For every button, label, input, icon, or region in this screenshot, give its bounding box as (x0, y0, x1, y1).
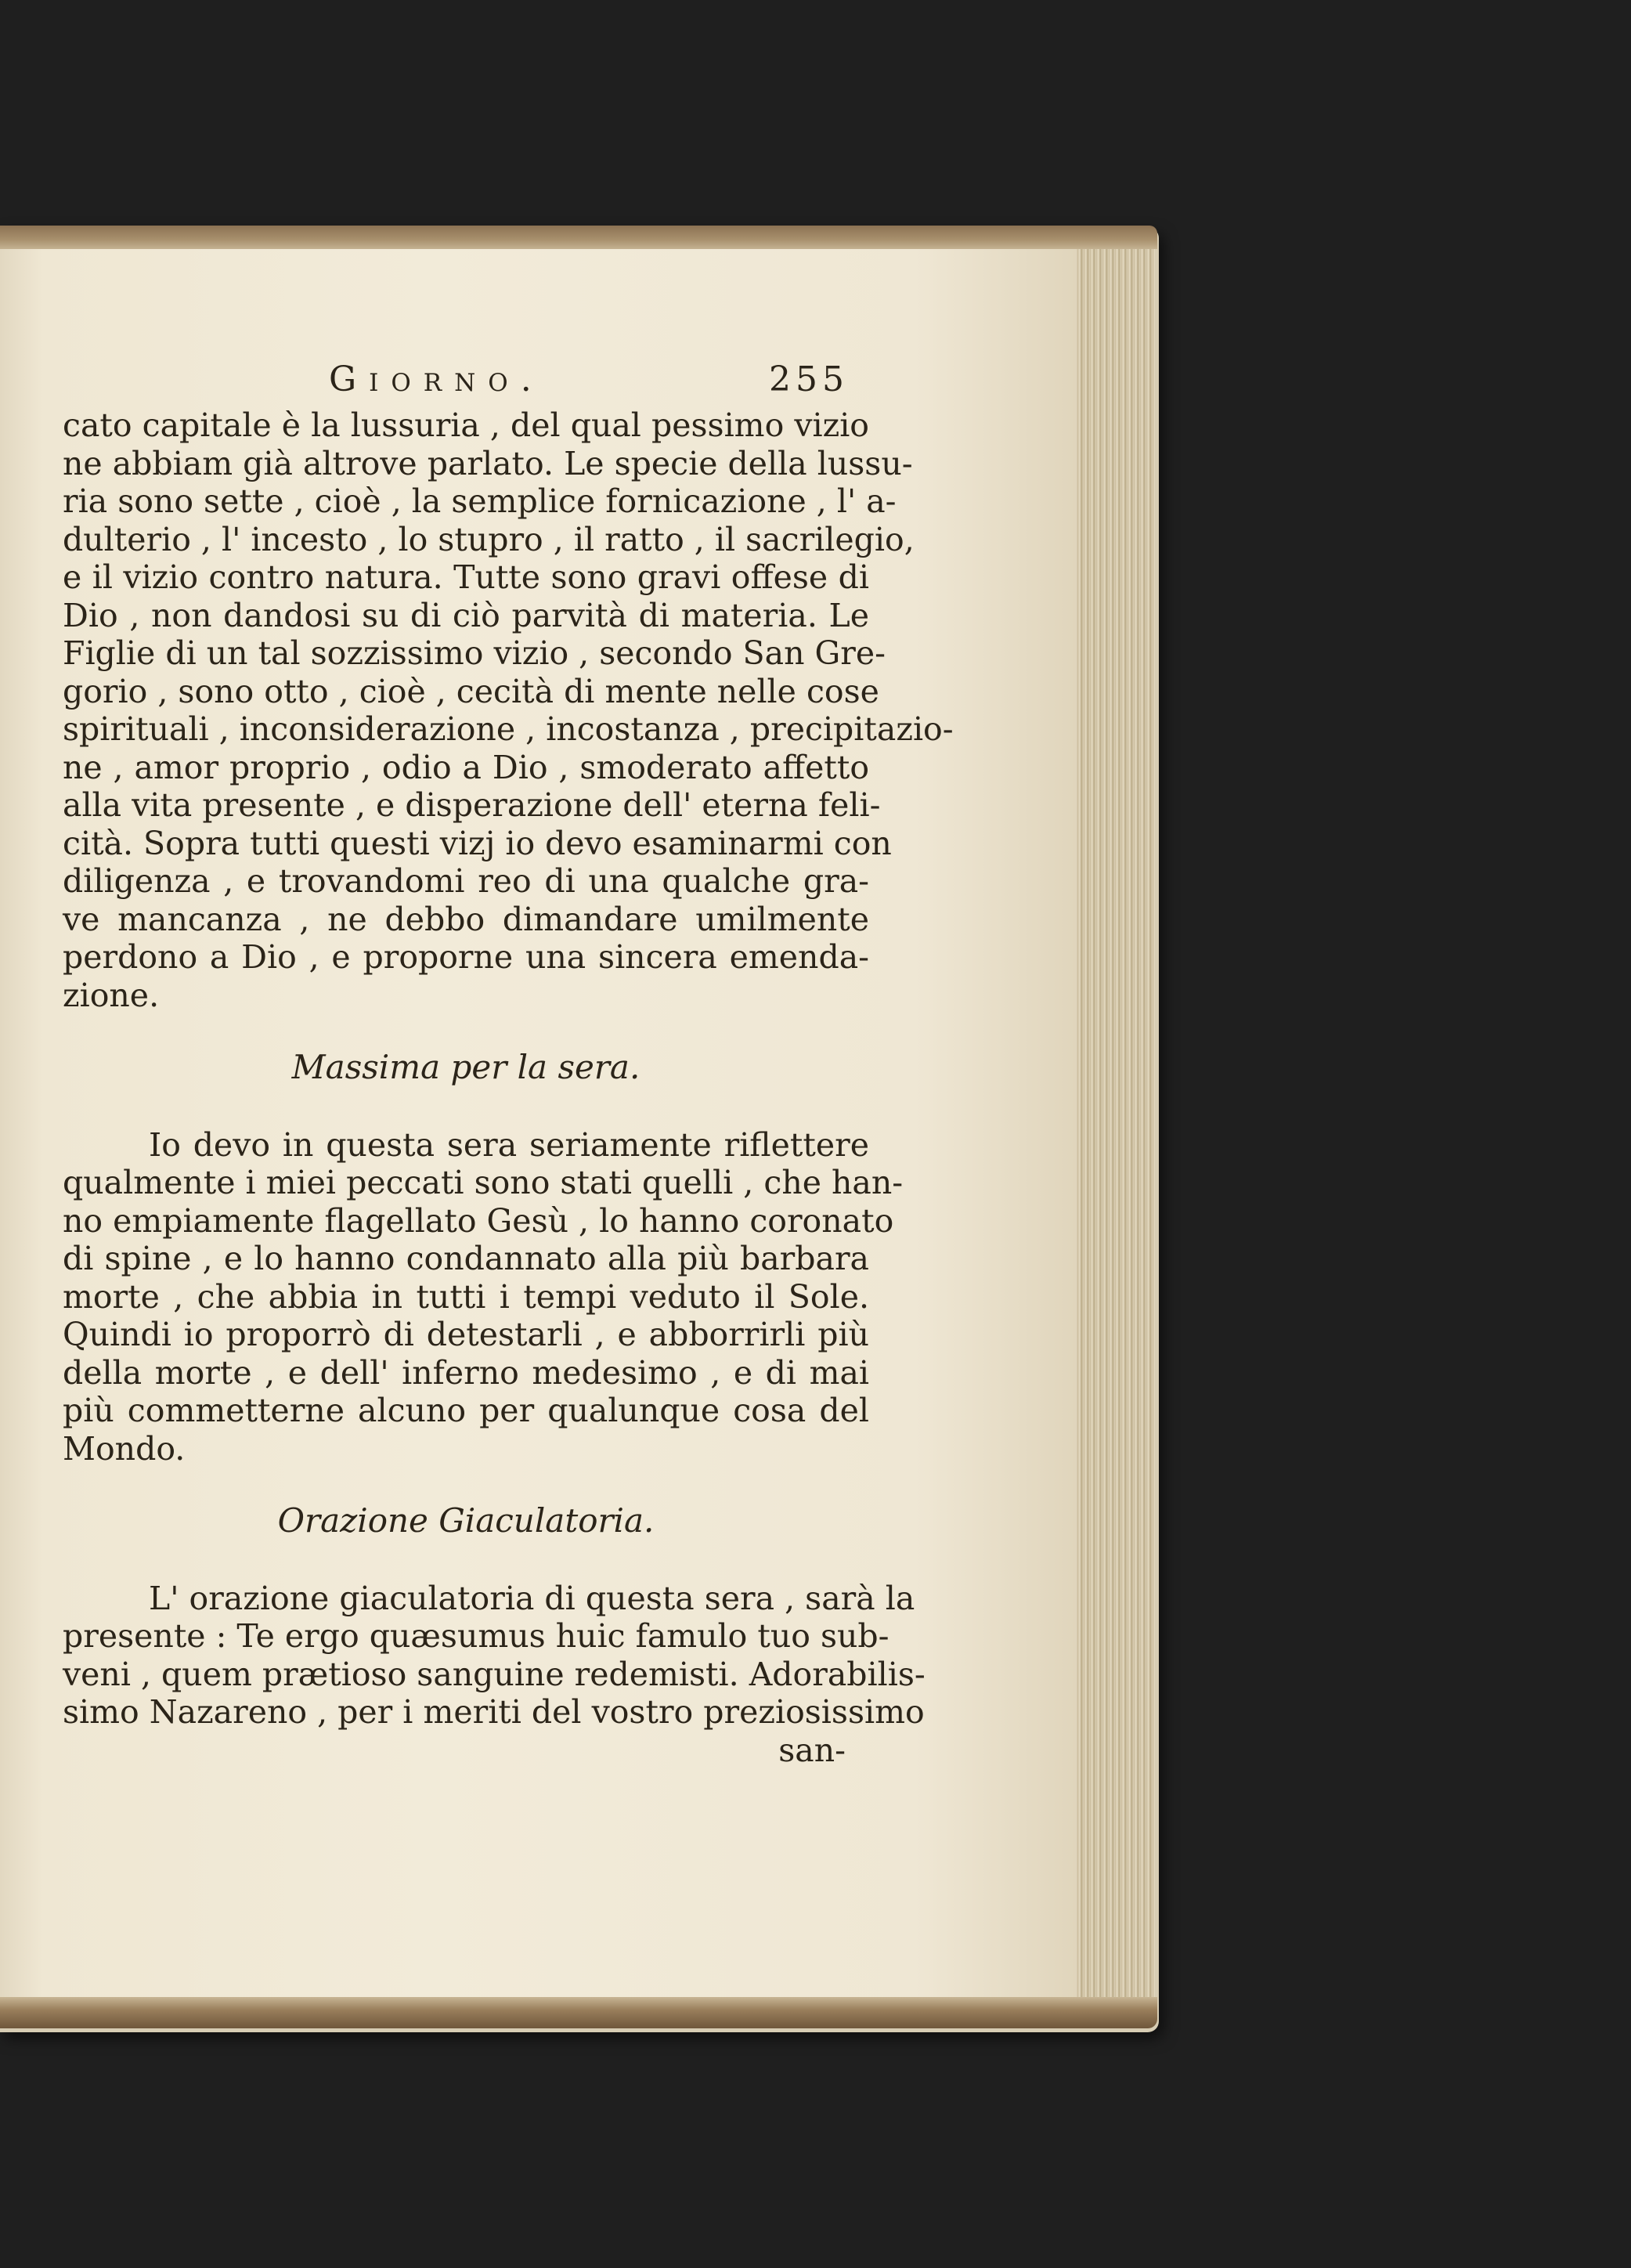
spacer (63, 1468, 869, 1502)
text-line: L' orazione giaculatoria di questa sera , sarà la (149, 1579, 915, 1617)
text-line: della morte , e dell' inferno medesimo , e di mai (63, 1353, 869, 1392)
text-line: simo Nazareno , per i meriti del vostro preziosissimo (63, 1693, 925, 1731)
paragraph-3 (63, 1579, 926, 1732)
page-header (63, 361, 869, 402)
text-line: Quindi io proporrò di detestarli , e abborrirli più (63, 1316, 869, 1353)
paragraph-2 (63, 1125, 904, 1468)
text-line: più commetterne alcuno per qualunque cosa del (63, 1392, 869, 1429)
cover-bottom-edge (0, 1997, 1157, 2028)
section-heading-massima: Massima per la sera. (291, 1048, 640, 1086)
text-line: presente : Te ergo quæsumus huic famulo tuo sub- (63, 1617, 889, 1655)
text-line: diligenza , e trovandomi reo di una qualche gra- (63, 862, 869, 900)
page-number: 255 (769, 359, 849, 399)
spacer (63, 1087, 869, 1126)
text-line: qualmente i miei peccati sono stati quelli , che han- (63, 1164, 904, 1201)
text-line: gorio , sono otto , cioè , cecità di mente nelle cose (63, 672, 879, 710)
paragraph-1 (63, 406, 954, 1014)
text-line: ne abbiam già altrove parlato. Le specie della lussu- (63, 444, 913, 482)
text-line: e il vizio contro natura. Tutte sono gravi offese di (63, 558, 869, 596)
text-line: Dio , non dandosi su di ciò parvità di materia. Le (63, 596, 869, 634)
text-line: perdono a Dio , e proporne una sincera emenda- (63, 938, 869, 976)
text-line: ve mancanza , ne debbo dimandare umilmente (63, 900, 869, 938)
text-line: Mondo. (63, 1429, 186, 1468)
text-line: cato capitale è la lussuria , del qual pessimo vizio (63, 406, 869, 444)
page-edges (1065, 235, 1155, 2024)
text-line: ria sono sette , cioè , la semplice fornicazione , l' a- (63, 482, 897, 520)
book-page (0, 249, 1077, 1997)
running-head: Giorno. (329, 359, 544, 399)
page-text (63, 359, 954, 1769)
spacer (63, 1014, 869, 1049)
text-line: ne , amor proprio , odio a Dio , smoderato affetto (63, 748, 869, 786)
text-line: di spine , e lo hanno condannato alla più barbara (63, 1240, 869, 1277)
cover-top-edge (0, 226, 1157, 249)
text-line: no empiamente flagellato Gesù , lo hanno coronato (63, 1201, 894, 1240)
text-line: dulterio , l' incesto , lo stupro , il ratto , il sacrilegio, (63, 520, 915, 558)
text-line: spirituali , inconsiderazione , incostanza , precipitazio- (63, 710, 954, 748)
text-line: Figlie di un tal sozzissimo vizio , secondo San Gre- (63, 634, 886, 672)
section-heading-orazione: Orazione Giaculatoria. (277, 1501, 655, 1540)
text-line: veni , quem prætioso sanguine redemisti. Adorabilis- (63, 1655, 926, 1693)
spacer (63, 1540, 869, 1580)
text-line: alla vita presente , e disperazione dell' eterna feli- (63, 786, 881, 824)
text-line: zione. (63, 976, 160, 1014)
catchword: san- (778, 1731, 846, 1769)
text-line: Io devo in questa sera seriamente riflettere (149, 1125, 869, 1164)
text-line: morte , che abbia in tutti i tempi veduto il Sole. (63, 1277, 869, 1316)
text-line: cità. Sopra tutti questi vizj io devo esaminarmi con (63, 824, 892, 862)
